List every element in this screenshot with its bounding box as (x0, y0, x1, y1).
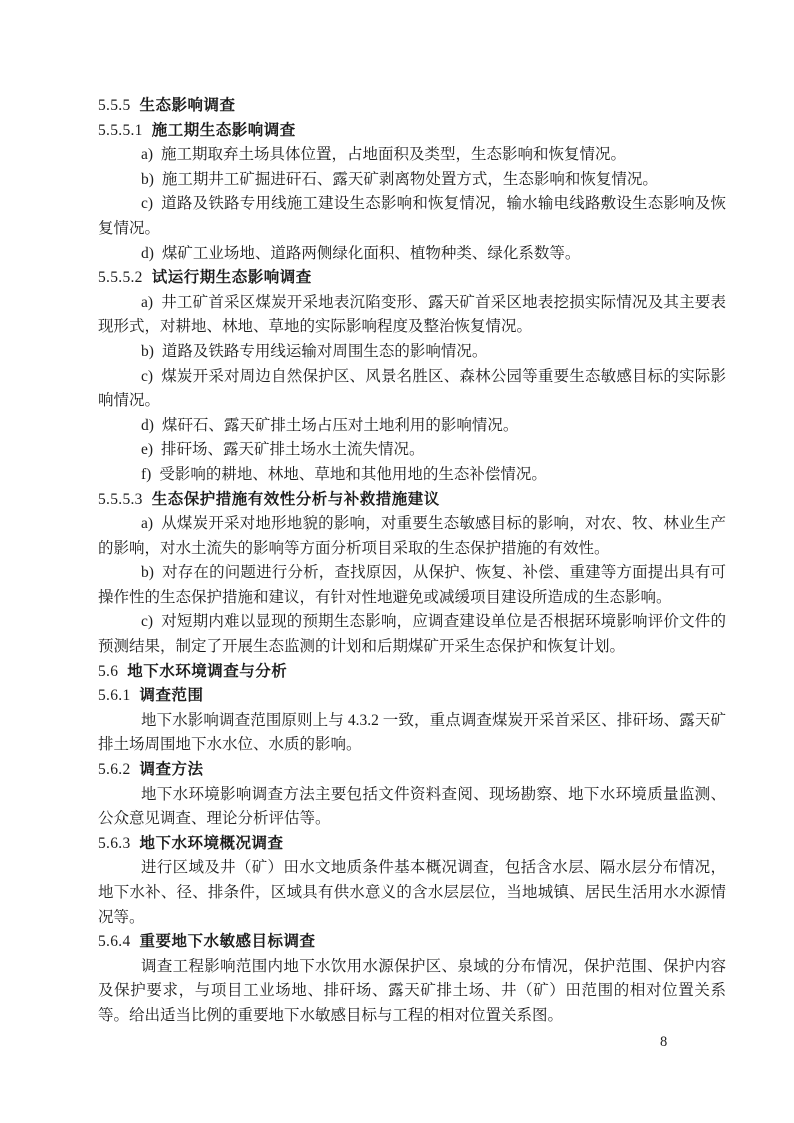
list-item-text: 煤矿工业场地、道路两侧绿化面积、植物种类、绿化系数等。 (161, 244, 581, 262)
list-item-text: 对短期内难以显现的预期生态影响，应调查建设单位是否根据环境影响评价文件的预测结果，制定了开展生态监测的计划和后期煤矿开采生态保护和恢复计划。 (98, 613, 726, 656)
list-item-text: 井工矿首采区煤炭开采地表沉陷变形、露天矿首采区地表挖损实际情况及其主要表现形式，对耕地、林地、草地的实际影响程度及整治恢复情况。 (98, 293, 726, 336)
list-item-text: 施工期井工矿掘进矸石、露天矿剥离物处置方式，生态影响和恢复情况。 (161, 170, 658, 188)
list-item (98, 561, 726, 610)
clause-heading-5-6 (98, 660, 726, 685)
list-item-text: 从煤炭开采对地形地貌的影响，对重要生态敏感目标的影响，对农、牧、林业生产的影响，对水土流失的影响等方面分析项目采取的生态保护措施的有效性。 (98, 515, 726, 557)
list-item-text: 道路及铁路专用线施工建设生态影响和恢复情况，输水输电线路敷设生态影响及恢复情况。 (98, 195, 726, 237)
list-item-text: 道路及铁路专用线运输对周围生态的影响情况。 (161, 342, 488, 360)
clause-number: 5.6 (98, 662, 119, 680)
clause-title: 调查范围 (139, 687, 204, 705)
list-marker: a) (141, 293, 154, 311)
clause-heading-5-5-5 (98, 94, 726, 119)
list-item (98, 365, 726, 414)
paragraph: 调查工程影响范围内地下水饮用水源保护区、泉域的分布情况，保护范围、保护内容及保护要求，与项目工业场地、排矸场、露天矿排土场、井（矿）田范围的相对位置关系等。给出适当比例的重要地下水敏感目标与工程的相对位置关系图。 (98, 957, 726, 1024)
paragraph: 地下水环境影响调查方法主要包括文件资料查阅、现场勘察、地下水环境质量监测、公众意见调查、理论分析评估等。 (98, 785, 726, 828)
list-marker: d) (141, 416, 154, 434)
list-item (98, 143, 726, 168)
clause-heading-5-5-5-3 (98, 488, 726, 513)
list-item (98, 414, 726, 439)
paragraph: 进行区域及井（矿）田水文地质条件基本概况调查，包括含水层、隔水层分布情况，地下水补、径、排条件，区域具有供水意义的含水层层位，当地城镇、居民生活用水水源情况等。 (98, 859, 726, 926)
list-marker: d) (141, 244, 154, 262)
list-marker: e) (141, 441, 154, 459)
list-item (98, 610, 726, 659)
clause-number: 5.5.5.2 (98, 269, 143, 287)
list-item (98, 192, 726, 241)
list-marker: f) (141, 465, 152, 483)
list-item-text: 对存在的问题进行分析，查找原因，从保护、恢复、补偿、重建等方面提出具有可操作性的生态保护措施和建议，有针对性地避免或减缓项目建设所造成的生态影响。 (98, 564, 726, 606)
clause-title: 生态影响调查 (139, 97, 236, 114)
list-item-text: 施工期取弃土场具体位置，占地面积及类型，生态影响和恢复情况。 (161, 146, 627, 164)
clause-heading-5-6-3 (98, 832, 726, 857)
clause-title: 施工期生态影响调查 (151, 121, 296, 139)
list-marker: b) (141, 170, 154, 188)
list-marker: a) (141, 146, 154, 164)
clause-title: 重要地下水敏感目标调查 (139, 933, 316, 951)
clause-heading-5-6-2 (98, 758, 726, 783)
paragraph: 地下水影响调查范围原则上与 4.3.2 一致，重点调查煤炭开采首采区、排矸场、露天矿排土场周围地下水水位、水质的影响。 (98, 711, 726, 754)
list-marker: b) (141, 564, 154, 582)
clause-number: 5.5.5.3 (98, 490, 143, 508)
list-marker: c) (141, 613, 154, 631)
list-marker: a) (141, 515, 154, 533)
list-item-text: 煤炭开采对周边自然保护区、风景名胜区、森林公园等重要生态敏感目标的实际影响情况。 (98, 367, 726, 410)
list-item-text: 受影响的耕地、林地、草地和其他用地的生态补偿情况。 (159, 465, 547, 483)
list-item (98, 242, 726, 267)
clause-number: 5.6.2 (98, 761, 131, 779)
clause-title: 生态保护措施有效性分析与补救措施建议 (151, 490, 440, 508)
list-marker: c) (141, 195, 154, 213)
clause-heading-5-5-5-2 (98, 266, 726, 291)
clause-title: 调查方法 (139, 761, 204, 779)
list-item (98, 438, 726, 463)
clause-number: 5.6.3 (98, 834, 131, 852)
list-item (98, 463, 726, 488)
clause-number: 5.6.1 (98, 687, 131, 705)
clause-title: 试运行期生态影响调查 (151, 269, 312, 287)
clause-number: 5.6.4 (98, 933, 131, 951)
list-item (98, 340, 726, 365)
clause-heading-5-6-1 (98, 684, 726, 709)
document-body (98, 94, 726, 1029)
clause-title: 地下水环境调查与分析 (127, 662, 288, 680)
page-number: 8 (660, 1034, 668, 1050)
list-marker: c) (141, 367, 154, 385)
clause-heading-5-5-5-1 (98, 119, 726, 144)
list-item (98, 168, 726, 193)
clause-number: 5.5.5 (98, 97, 131, 114)
list-item (98, 512, 726, 561)
list-item-text: 煤矸石、露天矿排土场占压对土地利用的影响情况。 (161, 416, 519, 434)
list-item-text: 排矸场、露天矿排土场水土流失情况。 (161, 441, 425, 459)
clause-number: 5.5.5.1 (98, 121, 143, 139)
list-item (98, 291, 726, 340)
clause-heading-5-6-4 (98, 930, 726, 955)
clause-title: 地下水环境概况调查 (139, 834, 284, 852)
list-marker: b) (141, 342, 154, 360)
